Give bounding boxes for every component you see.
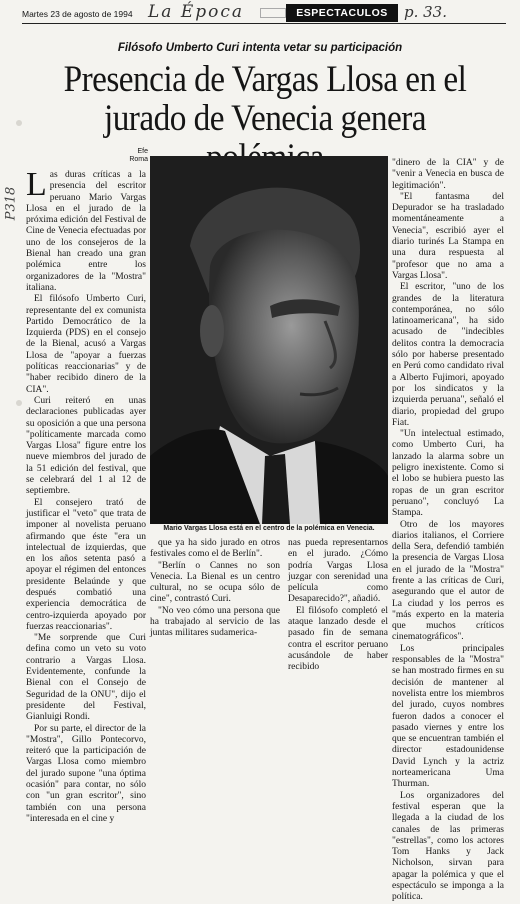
article-column-3 — [288, 538, 388, 674]
punch-hole — [16, 400, 22, 406]
article-paragraph: "Me sorprende que Curi defina como un veto su voto contrario a Vargas Llosa. Evidentemente, confunde la Bienal con el Consejo de Seguridad de la ONU", dijo el presidente del Festival, Gianluigi Rondi. — [26, 633, 146, 723]
article-paragraph: "El fantasma del Depurador se ha trasladado momentáneamente a Venecia", escribió ayer el diario turinés La Stampa en una dura respuesta al "profesor que no ama a Vargas Llosa". — [392, 191, 504, 281]
article-paragraph: "dinero de la CIA" y de "venir a Venecia en busca de legitimación". — [392, 158, 504, 191]
article-paragraph: nas pueda representarnos en el jurado. ¿Cómo podría Vargas Llosa juzgar con serenidad una película como Desaparecido?", añadió. — [288, 538, 388, 605]
article-paragraph: Curi reiteró en unas declaraciones publicadas ayer su oposición a que una persona "políticamente marcada como Vargas Llosa" figure entre los nueve miembros del jurado de la 51 edición del festival, que se celebrará del 1 al 12 de septiembre. — [26, 395, 146, 497]
article-paragraph: que ya ha sido jurado en otros festivales como el de Berlín". — [150, 538, 280, 560]
article-paragraph: "Berlín o Cannes no son Venecia. La Bienal es un centro cultural, no se ocupa sólo de cine", contrastó Curi. — [150, 560, 280, 605]
article-paragraph: Los organizadores del festival esperan que la llegada a la ciudad de los canales de las primeras "estrellas", como los actores Tom Hanks y Jack Nicholson, sirvan para apagar la polémica y que el espectáculo se imponga a la política. — [392, 790, 504, 903]
photo-caption: Mario Vargas Llosa está en el centro de la polémica en Venecia. — [163, 525, 375, 532]
page-number-handwritten: p. 33. — [404, 3, 447, 21]
kicker: Filósofo Umberto Curi intenta vetar su participación — [117, 42, 403, 54]
dateline: Martes 23 de agosto de 1994 — [22, 9, 133, 19]
section-label: ESPECTACULOS — [286, 4, 398, 22]
margin-handwriting: P318 — [3, 186, 19, 221]
article-paragraph: Los principales responsables de la "Mostra" se han mostrado firmes en su decisión de mantener al novelista entre los miembros del jurado, cuyos nombres fueron dados a conocer el pasado viernes y entre los que se encuentran también el director estadounidense David Lynch y la actriz norteamericana Uma Thurman. — [392, 643, 504, 790]
article-paragraph: Las duras críticas a la presencia del escritor peruano Mario Vargas Llosa en el jurado de la próxima edición del Festival de Cine de Venecia efectuadas por uno de los consejeros de la Bienal han creado una gran polémica entre los organizadores de la "Mostra" italiana. — [26, 166, 146, 293]
article-paragraph: El filósofo Umberto Curi, representante del ex comunista Partido Democrático de la Izquierda (PDS) en el consejo de la Bienal, acusó a Vargas Llosa de "apoyar a fuerzas políticas reaccionarias" y de "haber recibido dinero de la CIA". — [26, 294, 146, 395]
header-rule — [22, 23, 506, 24]
article-paragraph: Por su parte, el director de la "Mostra", Gillo Pontecorvo, reiteró que la participación de Vargas Llosa como miembro del jurado supone "una óptima ocasión" para contar, no sólo con "un gran escritor", sino también con una persona "interesada en el cine y — [26, 723, 146, 824]
article-paragraph: El filósofo completó el ataque lanzado desde el pasado fin de semana contra el escritor peruano acusándole de haber recibido — [288, 605, 388, 673]
article-column-4 — [392, 158, 504, 904]
portrait-photo-illustration — [150, 156, 388, 524]
punch-hole — [16, 120, 22, 126]
byline: Efe Roma — [129, 148, 148, 163]
paper-name-handwritten: La Época — [148, 2, 245, 22]
drop-cap: L — [26, 166, 47, 203]
article-paragraph: Otro de los mayores diarios italianos, el Corriere della Sera, defendió también la presencia de Vargas Llosa en el jurado de la "Mostra" frente a las críticas de Curi, asegurando que el autor de La ciudad y los perros es "más experto en la materia que muchos críticos cinematográficos". — [392, 519, 504, 643]
article-paragraph: El consejero trató de justificar el "veto" que trata de imponer al novelista peruano afirmando que éste "era un intelectual de izquierdas, que en los años setenta pasó a apoyar el régimen del entonces presidente Belaúnde y que después combatió una experiencia democrática de centro-izquierda apoyado por fuerzas reaccionarias". — [26, 497, 146, 632]
archive-stamp — [260, 8, 286, 18]
article-paragraph: El escritor, "uno de los grandes de la literatura contemporánea, no sólo latinoamericana", ha sido acusado de "indecibles delitos contra la democracia sólo por haberse presentado en Perú como candidato rival a Alberto Fujimori, apoyado por los sindicatos y la izquierda peruana", señaló el diario, propiedad del grupo Fiat. — [392, 282, 504, 428]
article-paragraph: "Un intelectual estimado, como Umberto Curi, ha lanzado la alarma sobre un peligro inexistente. Como si el lobo se hubiera puesto las ropas de un gran escritor peruano", concluyó La Stampa. — [392, 429, 504, 519]
headline: Presencia de Vargas Llosa en el jurado de Venecia genera — [63, 59, 467, 139]
article-column-2 — [150, 538, 280, 640]
article-paragraph: "No veo cómo una persona que ha trabajado al servicio de las juntas militares sudamerica- — [150, 605, 280, 639]
portrait-photo — [150, 156, 388, 524]
article-column-1 — [26, 166, 146, 825]
